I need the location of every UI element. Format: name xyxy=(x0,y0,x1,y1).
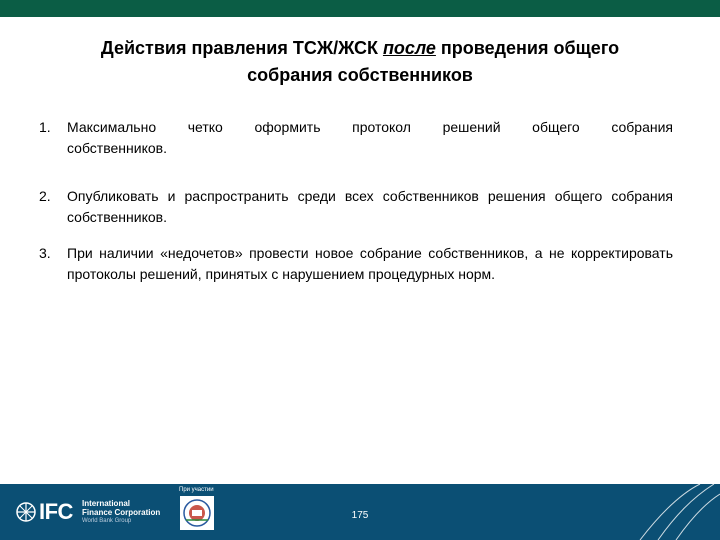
ifc-logo xyxy=(15,500,73,524)
ifc-sub-line1: International xyxy=(82,499,131,508)
page-number: 175 xyxy=(351,510,369,521)
ifc-subtitle xyxy=(82,499,160,526)
ifc-sub-line2: Finance Corporation xyxy=(82,508,161,517)
list-item-1 xyxy=(39,117,673,159)
title-text-part1: Действия правления ТСЖ/ЖСК xyxy=(100,38,383,58)
ifc-globe-icon xyxy=(15,501,37,523)
list-item-text: Опубликовать и распространить среди всех собственников решения общего собрания собственников. xyxy=(67,188,673,225)
partner-logo xyxy=(180,496,214,530)
list-item-text: Максимально четко оформить протокол решений общего собрания xyxy=(67,119,673,135)
list-item-3 xyxy=(39,243,673,285)
top-accent-bar xyxy=(0,0,720,17)
ifc-logo-text: IFC xyxy=(39,499,73,524)
partner-label: При участии xyxy=(179,487,214,493)
list-item-text-cont: собственников. xyxy=(67,140,167,156)
list-item-number: 3. xyxy=(39,245,51,261)
footer-decoration xyxy=(630,484,720,540)
partner-emblem-icon xyxy=(180,496,214,530)
list-item-2 xyxy=(39,186,673,228)
title-text-part2: проведения общего xyxy=(435,38,620,58)
ifc-sub-line3: World Bank Group xyxy=(82,518,132,524)
list-item-number: 1. xyxy=(39,119,51,135)
list-item-number: 2. xyxy=(39,188,51,204)
list-item-text: При наличии «недочетов» провести новое собрание собственников, а не корректировать протоколы решений, принятых с нарушением процедурных норм. xyxy=(67,245,673,282)
title-text-line2: собрания собственников xyxy=(247,65,473,85)
slide-title xyxy=(40,35,680,89)
title-emphasis: после xyxy=(382,38,436,58)
